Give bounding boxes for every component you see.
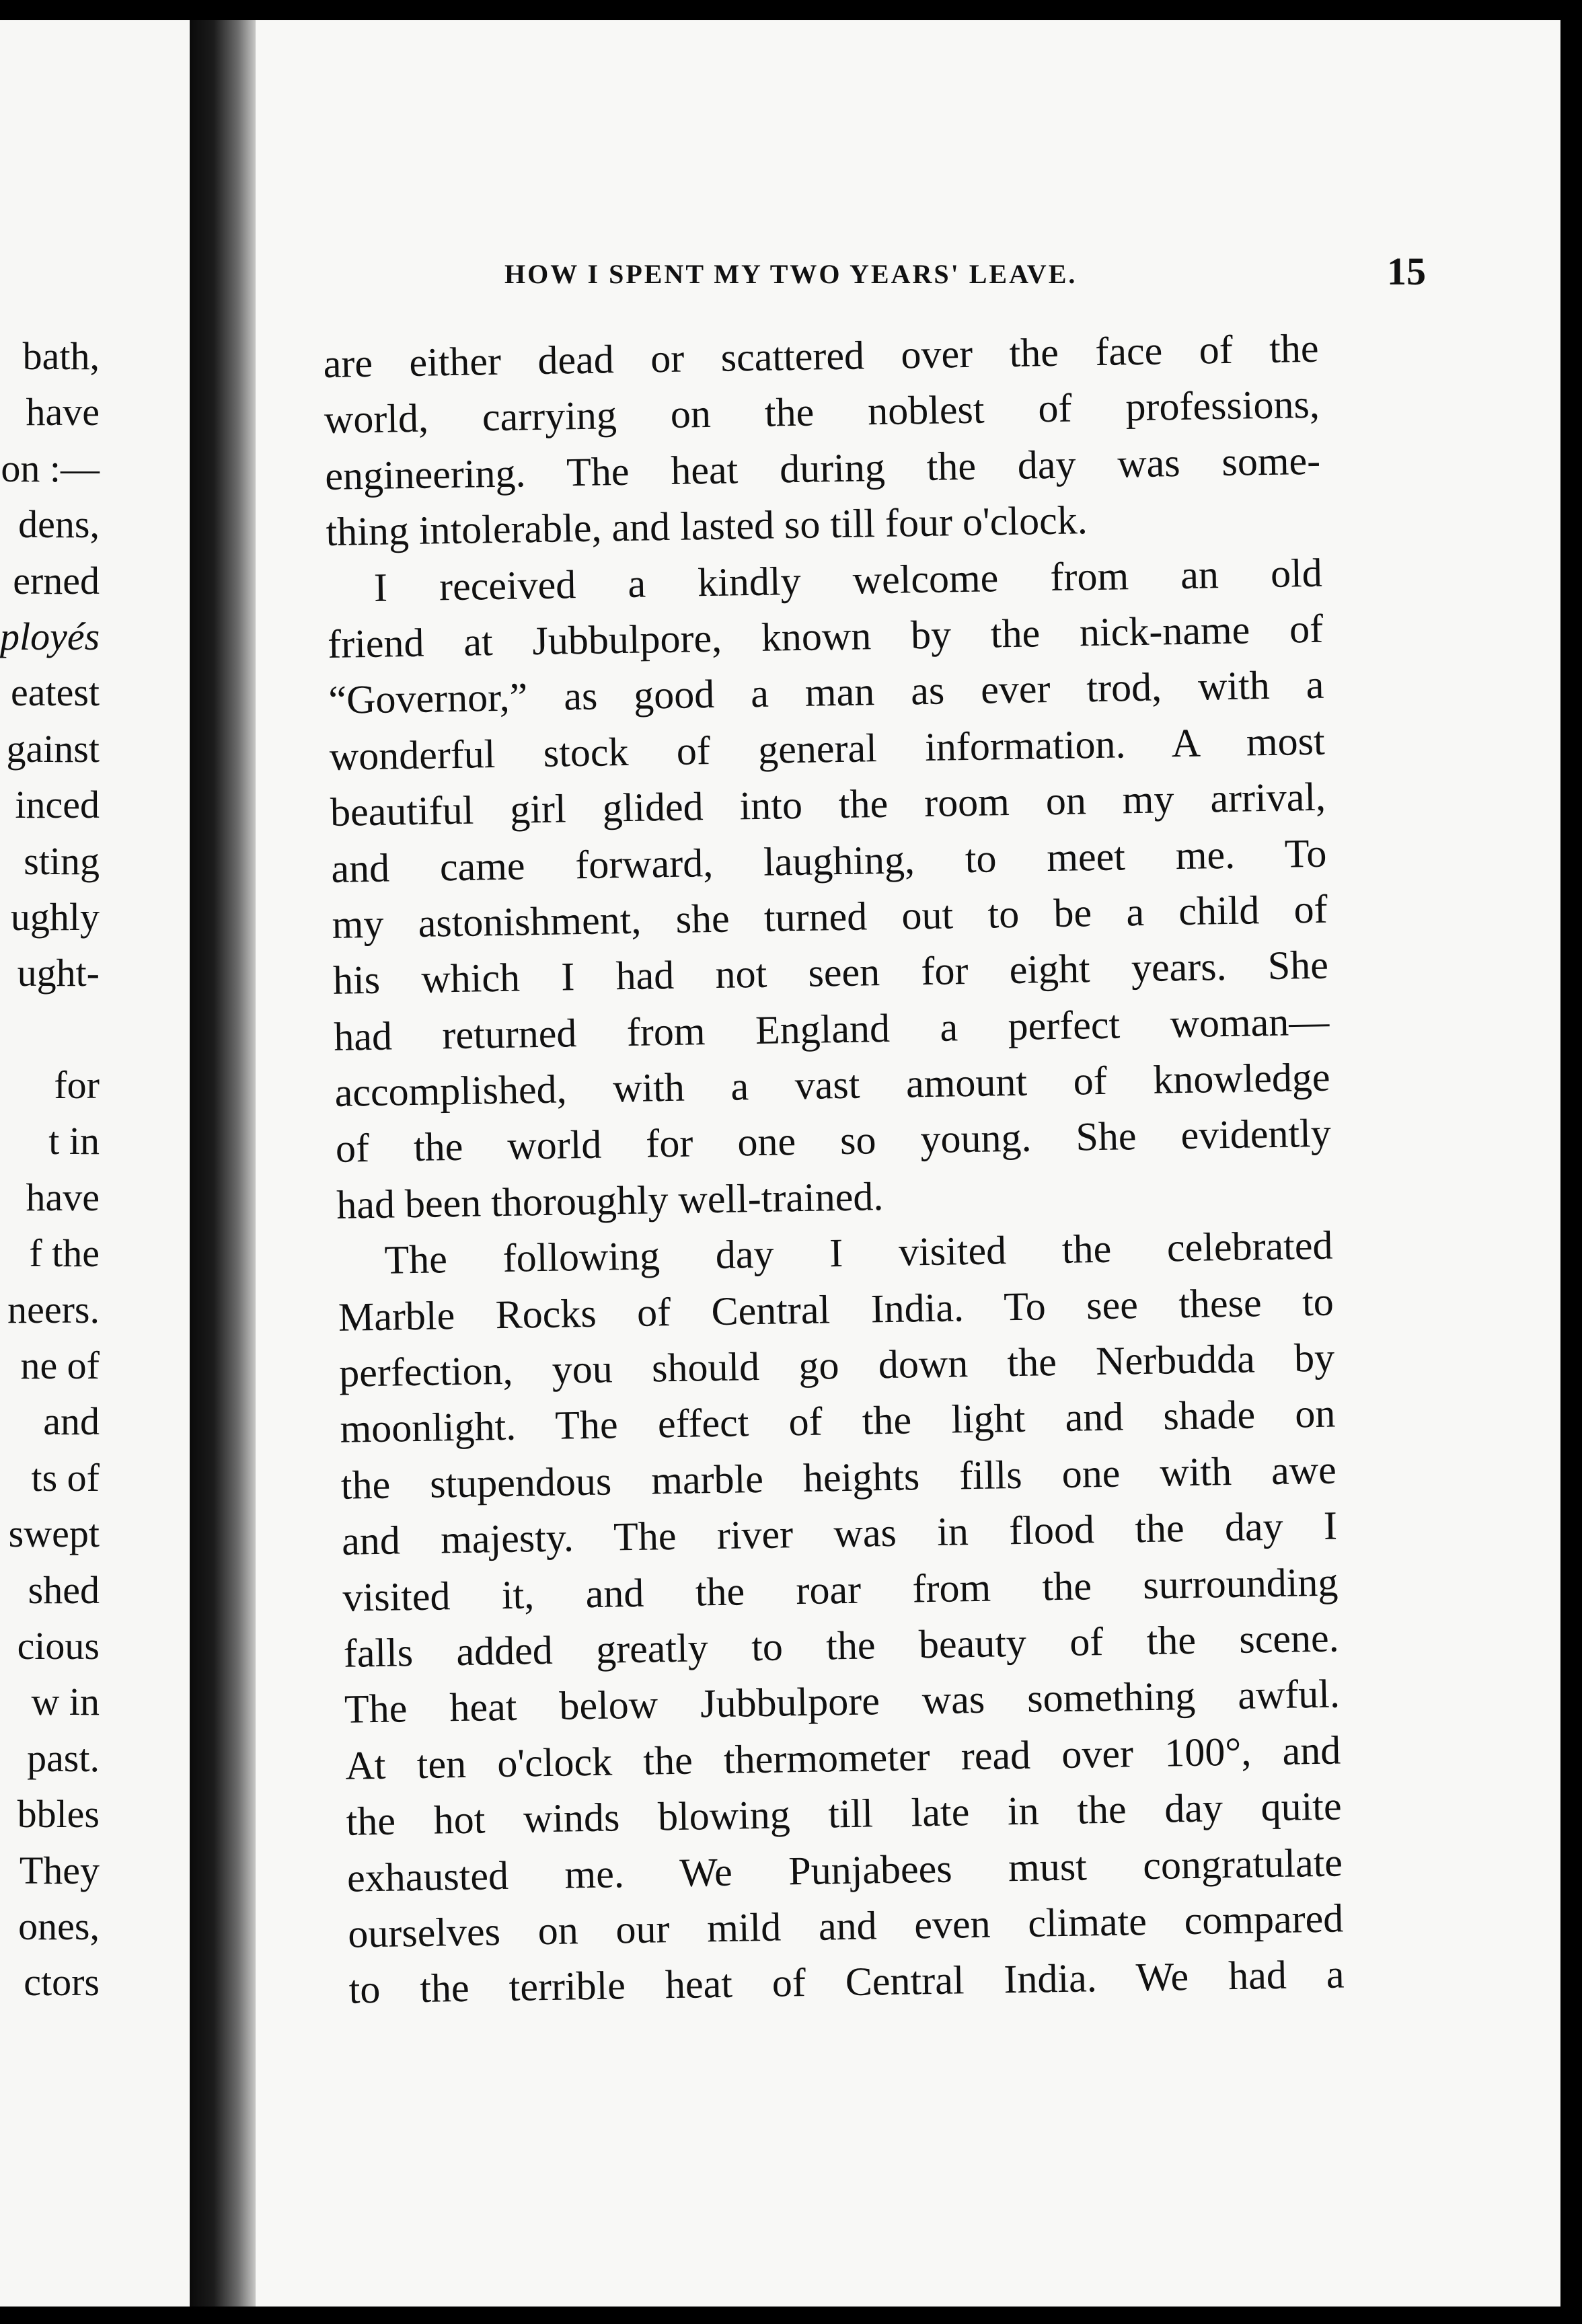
left-line: past. bbox=[27, 1736, 100, 1780]
text-line: are either dead or scattered over the face of the bbox=[323, 325, 1319, 386]
left-line: ones, bbox=[18, 1904, 100, 1948]
text-line: The heat below Jubbulpore was something awful. bbox=[344, 1671, 1341, 1732]
left-line: have bbox=[26, 1175, 100, 1219]
left-line: shed bbox=[28, 1567, 100, 1612]
left-line: bbles bbox=[17, 1792, 100, 1836]
left-line: t in bbox=[48, 1119, 100, 1163]
text-line: The following day I visited the celebrated bbox=[384, 1223, 1333, 1282]
left-line: w in bbox=[31, 1680, 100, 1724]
text-line: to the terrible heat of Central India. We had a bbox=[348, 1951, 1345, 2013]
text-line: I received a kindly welcome from an old bbox=[373, 550, 1323, 610]
left-line: f the bbox=[29, 1231, 100, 1276]
left-line: have bbox=[26, 390, 100, 434]
text-line: thing intolerable, and lasted so till four o'clock. bbox=[326, 498, 1088, 555]
left-line: ughly bbox=[10, 894, 100, 939]
left-line: gainst bbox=[6, 726, 100, 771]
left-line: ught- bbox=[17, 951, 100, 995]
text-line: beautiful girl glided into the room on my arrival, bbox=[330, 774, 1326, 835]
left-line: sting bbox=[24, 839, 100, 883]
left-line: erned bbox=[13, 558, 100, 603]
text-line: moonlight. The effect of the light and shade on bbox=[340, 1391, 1336, 1452]
left-line: on :— bbox=[1, 446, 100, 490]
left-line: bath, bbox=[22, 334, 100, 378]
text-line: and came forward, laughing, to meet me. To bbox=[330, 830, 1327, 891]
text-line: At ten o'clock the thermometer read over 100°, and bbox=[344, 1728, 1341, 1788]
left-line: ne of bbox=[20, 1344, 100, 1388]
page-number: 15 bbox=[1387, 249, 1426, 293]
text-line: the stupendous marble heights fills one with awe bbox=[340, 1447, 1337, 1508]
page bbox=[256, 20, 1560, 2307]
text-line: Marble Rocks of Central India. To see these to bbox=[338, 1279, 1334, 1340]
text-line: exhausted me. We Punjabees must congratulate bbox=[346, 1840, 1343, 1900]
text-line: world, carrying on the noblest of professions, bbox=[324, 382, 1320, 442]
text-line: friend at Jubbulpore, known by the nick-name of bbox=[327, 606, 1324, 666]
left-line: ts of bbox=[31, 1455, 100, 1500]
left-line: ployés bbox=[0, 614, 100, 658]
running-head bbox=[504, 249, 1426, 303]
left-line: swept bbox=[8, 1512, 100, 1556]
left-line: and bbox=[43, 1399, 100, 1444]
text-line: the hot winds blowing till late in the day quite bbox=[346, 1783, 1343, 1844]
text-line: his which I had not seen for eight years. She bbox=[332, 942, 1329, 1003]
text-line: wonderful stock of general information. A most bbox=[329, 718, 1326, 779]
previous-page-text bbox=[0, 328, 100, 2011]
left-line: inced bbox=[15, 783, 100, 827]
text-line: of the world for one so young. She evidently bbox=[335, 1111, 1332, 1171]
body-text bbox=[323, 321, 1345, 2019]
text-line: accomplished, with a vast amount of knowledge bbox=[334, 1054, 1331, 1115]
left-line: for bbox=[54, 1063, 100, 1108]
text-line: had returned from England a perfect woman— bbox=[333, 999, 1330, 1059]
text-line: falls added greatly to the beauty of the scene. bbox=[343, 1615, 1340, 1676]
text-line: visited it, and the roar from the surrounding bbox=[342, 1559, 1339, 1620]
left-line: ctors bbox=[24, 1960, 100, 2005]
text-line: engineering. The heat during the day was some- bbox=[324, 438, 1321, 498]
running-title: HOW I SPENT MY TWO YEARS' LEAVE. bbox=[504, 259, 1078, 289]
text-line: ourselves on our mild and even climate compared bbox=[347, 1896, 1344, 1956]
text-line: and majesty. The river was in flood the day I bbox=[341, 1503, 1338, 1563]
text-line: my astonishment, she turned out to be a child of bbox=[332, 886, 1328, 947]
previous-page-fragment bbox=[0, 20, 202, 2307]
text-line: “Governor,” as good a man as ever trod, with a bbox=[328, 662, 1324, 723]
left-line: cious bbox=[17, 1623, 100, 1668]
left-line: They bbox=[19, 1848, 100, 1892]
left-line: dens, bbox=[18, 502, 100, 547]
left-line bbox=[0, 1001, 100, 1057]
left-line: neers. bbox=[7, 1287, 100, 1331]
text-line: perfection, you should go down the Nerbudda by bbox=[338, 1335, 1335, 1395]
left-line: eatest bbox=[10, 670, 100, 715]
text-line: had been thoroughly well-trained. bbox=[336, 1173, 884, 1227]
